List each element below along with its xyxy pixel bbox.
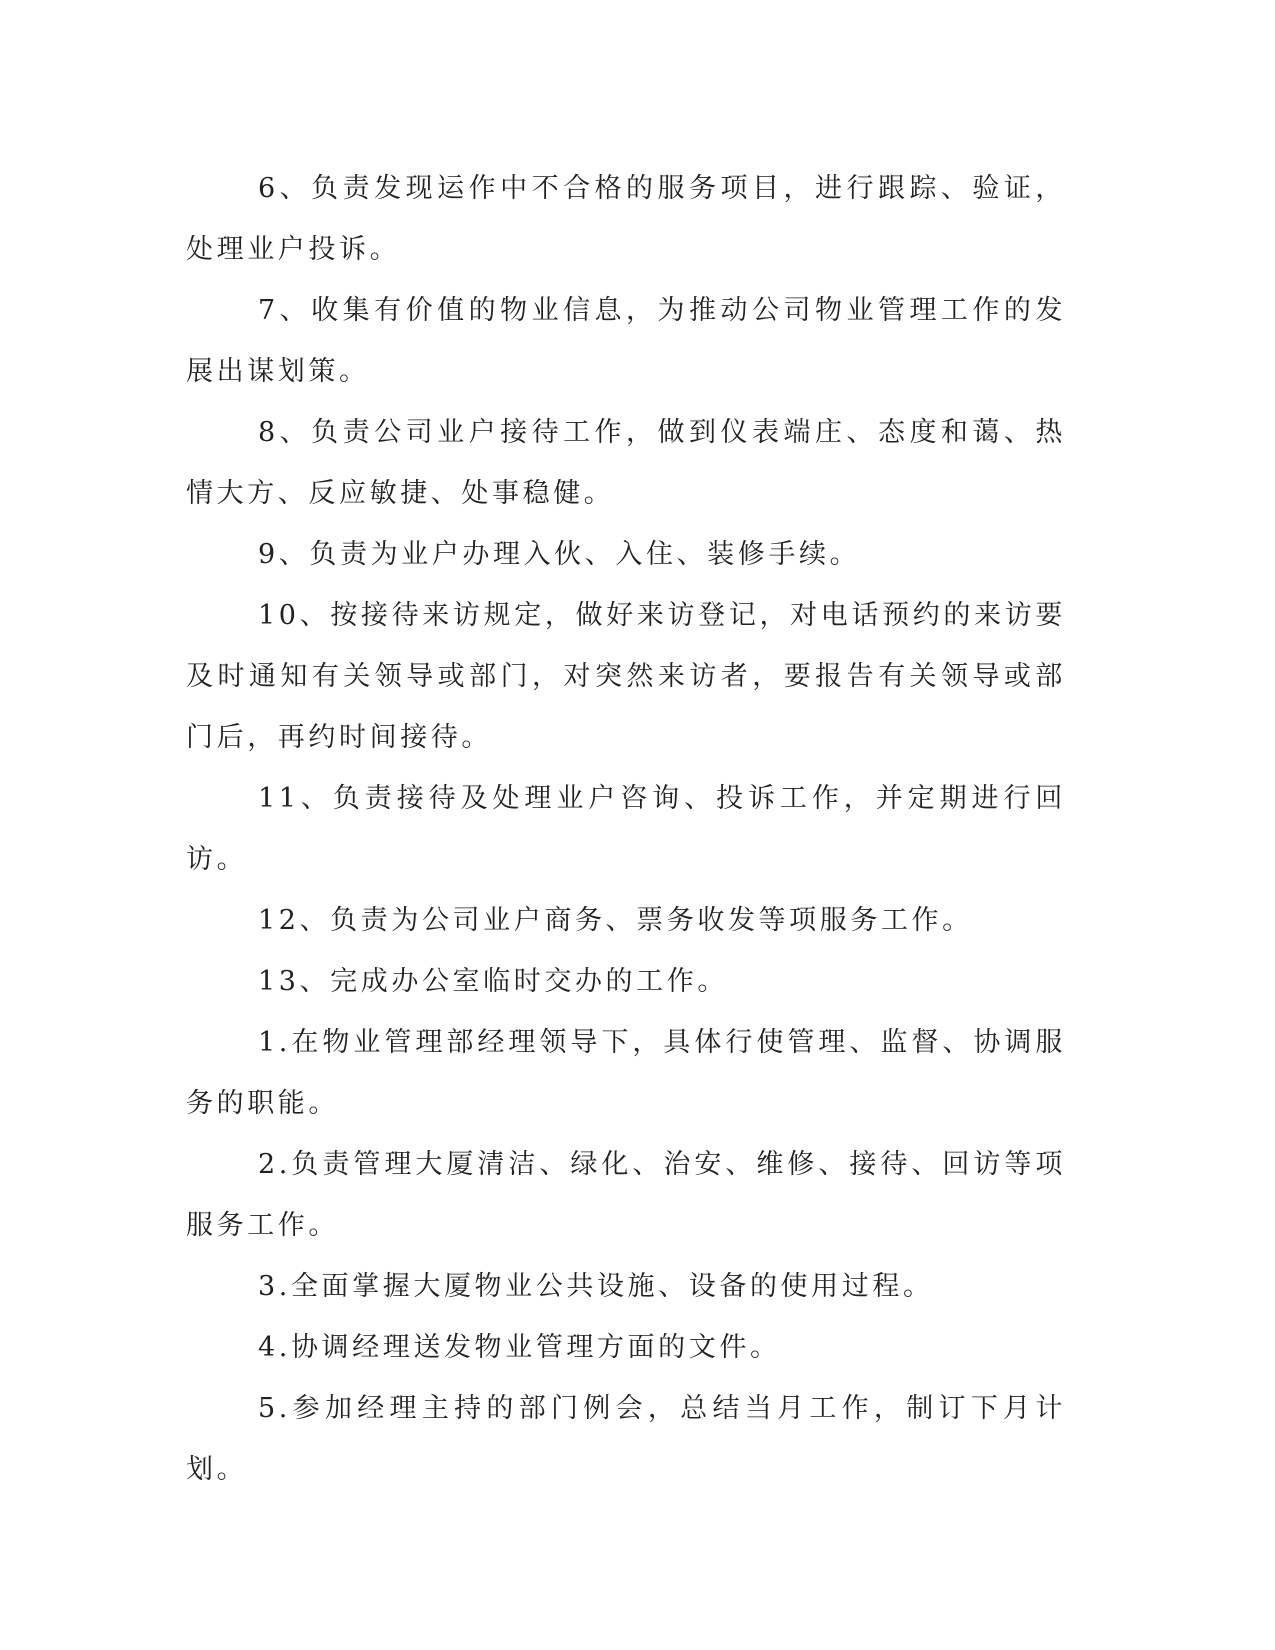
paragraph-duty-3: 3.全面掌握大厦物业公共设施、设备的使用过程。 (258, 1271, 934, 1302)
paragraph-item-7: 7、收集有价值的物业信息，为推动公司物业管理工作的发展出谋划策。 (186, 295, 1066, 387)
paragraph-item-8: 8、负责公司业户接待工作，做到仪表端庄、态度和蔼、热情大方、反应敏捷、处事稳健。 (186, 417, 1066, 509)
paragraph-item-6: 6、负责发现运作中不合格的服务项目，进行跟踪、验证，处理业户投诉。 (186, 173, 1066, 265)
document-body (186, 158, 1066, 1500)
paragraph-duty-1: 1.在物业管理部经理领导下，具体行使管理、监督、协调服务的职能。 (186, 1027, 1066, 1119)
paragraph-duty-4: 4.协调经理送发物业管理方面的文件。 (258, 1332, 781, 1363)
paragraph-duty-5: 5.参加经理主持的部门例会，总结当月工作，制订下月计划。 (186, 1393, 1066, 1485)
paragraph-item-9: 9、负责为业户办理入伙、入住、装修手续。 (258, 539, 861, 570)
paragraph-item-13: 13、完成办公室临时交办的工作。 (258, 966, 728, 997)
paragraph-item-11: 11、负责接待及处理业户咨询、投诉工作，并定期进行回访。 (186, 783, 1066, 875)
paragraph-duty-2: 2.负责管理大厦清洁、绿化、治安、维修、接待、回访等项服务工作。 (186, 1149, 1066, 1241)
paragraph-item-12: 12、负责为公司业户商务、票务收发等项服务工作。 (258, 905, 973, 936)
paragraph-item-10: 10、按接待来访规定，做好来访登记，对电话预约的来访要及时通知有关领导或部门，对突然来访者，要报告有关领导或部门后，再约时间接待。 (186, 600, 1066, 753)
